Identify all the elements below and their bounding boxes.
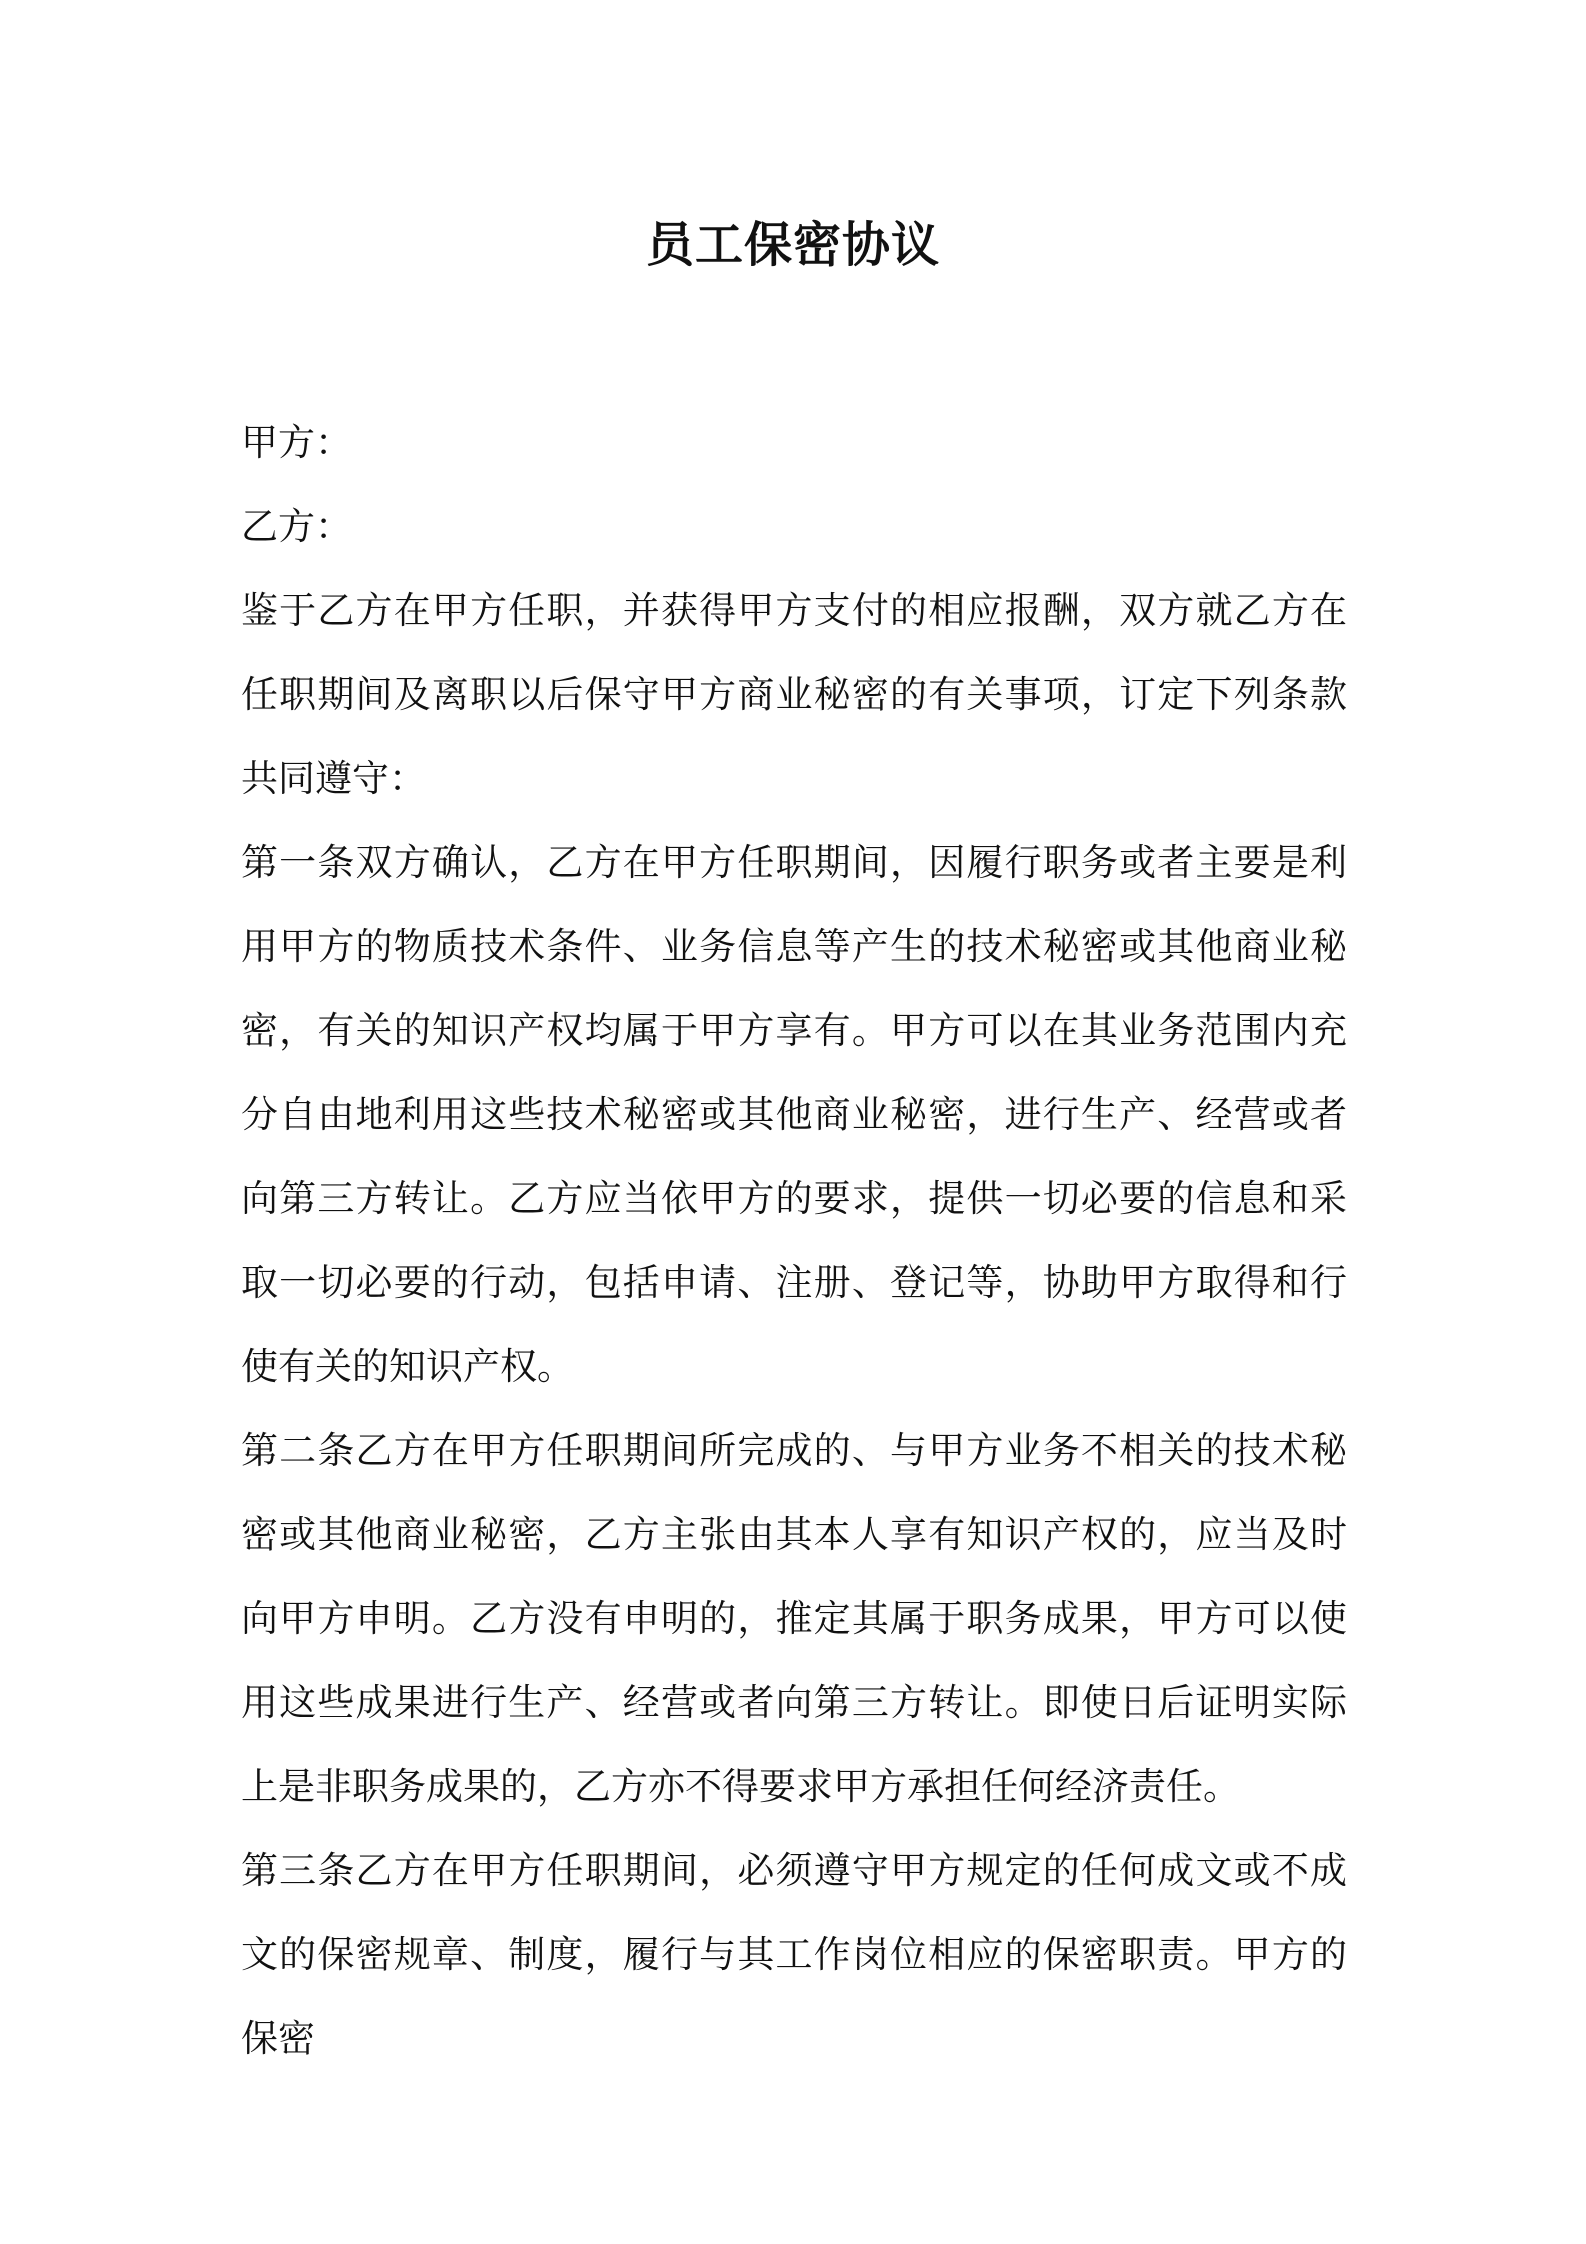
- preamble-paragraph: 鉴于乙方在甲方任职，并获得甲方支付的相应报酬，双方就乙方在任职期间及离职以后保守甲方商业秘密的有关事项，订定下列条款共同遵守：: [241, 589, 1347, 800]
- article-1-paragraph: 第一条双方确认，乙方在甲方任职期间，因履行职务或者主要是利用甲方的物质技术条件、业务信息等产生的技术秘密或其他商业秘密，有关的知识产权均属于甲方享有。甲方可以在其业务范围内充分自由地利用这些技术秘密或其他商业秘密，进行生产、经营或者向第三方转让。乙方应当依甲方的要求，提供一切必要的信息和采取一切必要的行动，包括申请、注册、登记等，协助甲方取得和行使有关的知识产权。: [241, 841, 1347, 1388]
- article-3-paragraph: 第三条乙方在甲方任职期间，必须遵守甲方规定的任何成文或不成文的保密规章、制度，履行与其工作岗位相应的保密职责。甲方的保密: [241, 1849, 1347, 2060]
- party-a-label: 甲方：: [241, 421, 352, 464]
- document-body: [241, 401, 1347, 2081]
- party-b-label: 乙方：: [241, 505, 352, 548]
- article-2-paragraph: 第二条乙方在甲方任职期间所完成的、与甲方业务不相关的技术秘密或其他商业秘密，乙方主张由其本人享有知识产权的，应当及时向甲方申明。乙方没有申明的，推定其属于职务成果，甲方可以使用这些成果进行生产、经营或者向第三方转让。即使日后证明实际上是非职务成果的，乙方亦不得要求甲方承担任何经济责任。: [241, 1429, 1347, 1808]
- document-title: 员工保密协议: [645, 217, 940, 273]
